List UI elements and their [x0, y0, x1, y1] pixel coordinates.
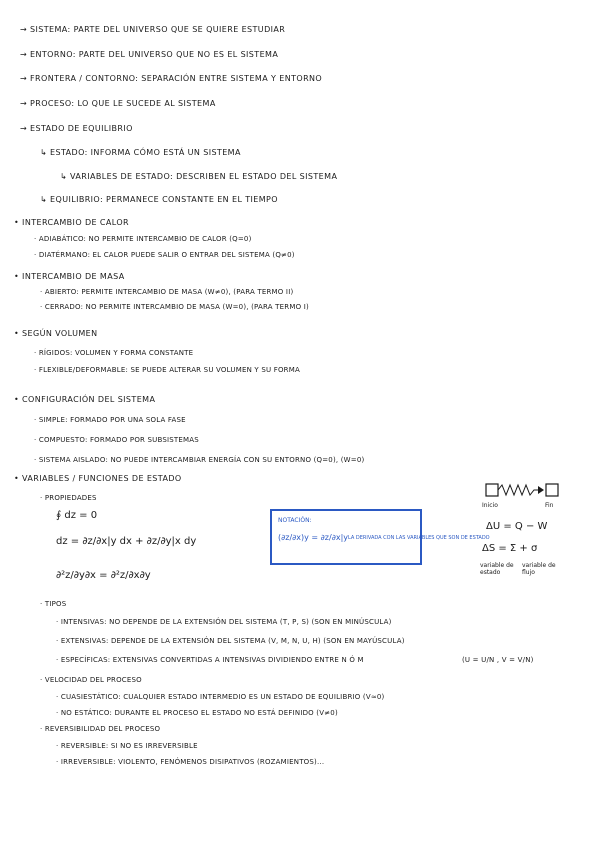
line-sistema: → SISTEMA: PARTE DEL UNIVERSO QUE SE QUIERE ESTUDIAR — [20, 25, 286, 34]
line-simple: · SIMPLE: FORMADO POR UNA SOLA FASE — [34, 416, 186, 424]
diagram-variable-estado: variable de estado — [480, 562, 514, 576]
line-adiabatico: · ADIABÁTICO: NO PERMITE INTERCAMBIO DE CALOR (Q=0) — [34, 235, 252, 243]
heading-intercambio-masa: • INTERCAMBIO DE MASA — [14, 272, 125, 281]
line-estado: ↳ ESTADO: INFORMA CÓMO ESTÁ UN SISTEMA — [40, 148, 241, 157]
line-aislado: · SISTEMA AISLADO: NO PUEDE INTERCAMBIAR ENERGÍA CON SU ENTORNO (Q=0), (W=0) — [34, 456, 365, 464]
heading-variables-funciones: • VARIABLES / FUNCIONES DE ESTADO — [14, 474, 182, 483]
line-no-estatico: · NO ESTÁTICO: DURANTE EL PROCESO EL ESTADO NO ESTÁ DEFINIDO (V≠0) — [56, 709, 338, 717]
diagram-variable-flujo: variable de flujo — [522, 562, 556, 576]
line-proceso: → PROCESO: LO QUE LE SUCEDE AL SISTEMA — [20, 99, 216, 108]
line-flexible: · FLEXIBLE/DEFORMABLE: SE PUEDE ALTERAR SU VOLUMEN Y SU FORMA — [34, 366, 300, 374]
diagram-start-label: Inicio — [482, 502, 498, 509]
line-propiedades: · PROPIEDADES — [40, 494, 97, 502]
line-variables-estado: ↳ VARIABLES DE ESTADO: DESCRIBEN EL ESTADO DEL SISTEMA — [60, 172, 338, 181]
end-state-box — [546, 484, 558, 496]
line-irreversible: · IRREVERSIBLE: VIOLENTO, FENÓMENOS DISIPATIVOS (ROZAMIENTOS)... — [56, 758, 325, 766]
line-abierto: · ABIERTO: PERMITE INTERCAMBIO DE MASA (W≠0), (PARA TERMO II) — [40, 288, 294, 296]
line-entorno: → ENTORNO: PARTE DEL UNIVERSO QUE NO ES EL SISTEMA — [20, 50, 279, 59]
line-frontera: → FRONTERA / CONTORNO: SEPARACIÓN ENTRE SISTEMA Y ENTORNO — [20, 74, 323, 83]
line-reversibilidad: · REVERSIBILIDAD DEL PROCESO — [40, 725, 161, 733]
line-tipos: · TIPOS — [40, 600, 67, 608]
notation-formula: (∂z/∂x)y = ∂z/∂x|y — [278, 533, 348, 542]
line-especificas: · ESPECÍFICAS: EXTENSIVAS CONVERTIDAS A INTENSIVAS DIVIDIENDO ENTRE N Ó M — [56, 656, 364, 664]
diagram-end-label: Fin — [545, 502, 554, 509]
line-cuasiestatico: · CUASIESTÁTICO: CUALQUIER ESTADO INTERMEDIO ES UN ESTADO DE EQUILIBRIO (V≈0) — [56, 693, 385, 701]
equation-first-law: ΔU = Q − W — [486, 521, 548, 532]
process-path-icon — [498, 485, 538, 495]
equation-total-differential: dz = ∂z/∂x|y dx + ∂z/∂y|x dy — [56, 536, 197, 547]
line-reversible: · REVERSIBLE: SI NO ES IRREVERSIBLE — [56, 742, 198, 750]
line-equilibrio: ↳ EQUILIBRIO: PERMANECE CONSTANTE EN EL TIEMPO — [40, 195, 278, 204]
notation-note: LA DERIVADA CON LAS VARIABLES QUE SON DE ESTADO — [348, 535, 490, 541]
line-extensivas: · EXTENSIVAS: DEPENDE DE LA EXTENSIÓN DEL SISTEMA (V, M, N, U, H) (SON EN MAYÚSCULA) — [56, 637, 405, 645]
line-rigidos: · RÍGIDOS: VOLUMEN Y FORMA CONSTANTE — [34, 349, 194, 357]
process-diagram — [484, 480, 562, 516]
equation-closed-integral: ∮ dz = 0 — [56, 510, 98, 521]
heading-configuracion: • CONFIGURACIÓN DEL SISTEMA — [14, 395, 156, 404]
line-intensivas: · INTENSIVAS: NO DEPENDE DE LA EXTENSIÓN DEL SISTEMA (T, P, S) (SON EN MINÚSCULA) — [56, 618, 392, 626]
arrow-icon — [538, 486, 544, 494]
notation-box — [270, 509, 490, 565]
heading-intercambio-calor: • INTERCAMBIO DE CALOR — [14, 218, 129, 227]
equation-schwarz: ∂²z/∂y∂x = ∂²z/∂x∂y — [56, 570, 151, 581]
equation-specific: (U = U/N , V = V/N) — [462, 656, 534, 664]
line-velocidad: · VELOCIDAD DEL PROCESO — [40, 676, 142, 684]
heading-segun-volumen: • SEGÚN VOLUMEN — [14, 329, 98, 338]
start-state-box — [486, 484, 498, 496]
line-estado-equilibrio: → ESTADO DE EQUILIBRIO — [20, 124, 133, 133]
line-diatermano: · DIATÉRMANO: EL CALOR PUEDE SALIR O ENTRAR DEL SISTEMA (Q≠0) — [34, 251, 295, 259]
equation-entropy: ΔS = Σ + σ — [482, 543, 538, 554]
notation-title: NOTACIÓN: — [278, 517, 312, 524]
line-compuesto: · COMPUESTO: FORMADO POR SUBSISTEMAS — [34, 436, 199, 444]
line-cerrado: · CERRADO: NO PERMITE INTERCAMBIO DE MASA (W=0), (PARA TERMO I) — [40, 303, 309, 311]
